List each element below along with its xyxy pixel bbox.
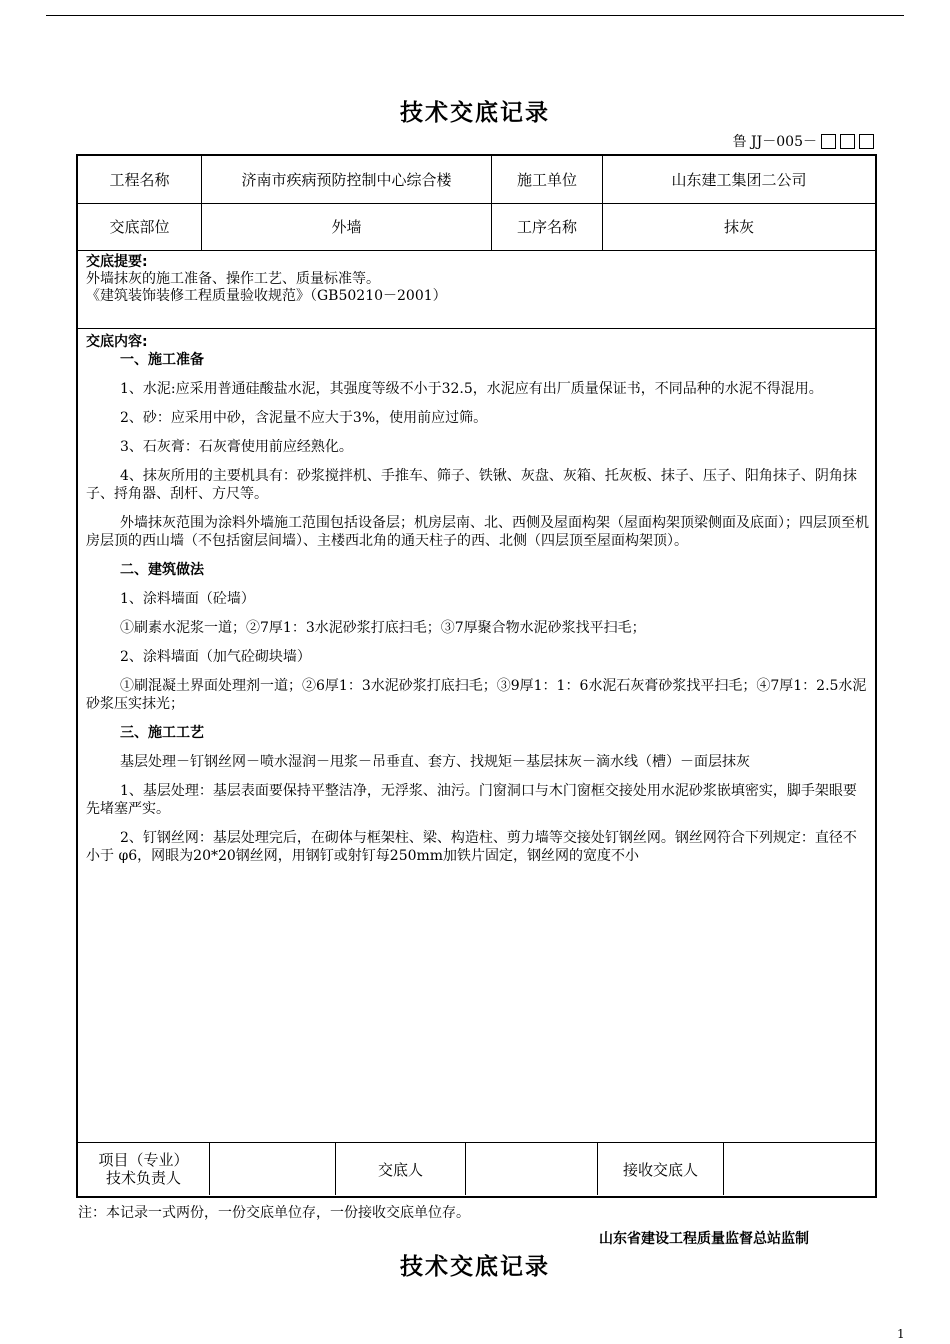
page-title: 技术交底记录: [400, 100, 550, 126]
code-box: [840, 134, 855, 149]
paragraph: 基层处理－钉钢丝网－喷水湿润－甩浆－吊垂直、套方、找规矩－基层抹灰－滴水线（槽）－面层抹灰: [120, 754, 750, 770]
header-row-1: [78, 156, 875, 204]
tech-lead-line: 项目（专业）: [98, 1151, 189, 1169]
content-label: 交底内容:: [86, 334, 148, 350]
receiver-label: 接收交底人: [598, 1143, 724, 1195]
contractor-value: 山东建工集团二公司: [671, 171, 807, 189]
paragraph: 2、砂：应采用中砂，含泥量不应大于3%，使用前应过筛。: [120, 410, 488, 426]
supervisor-text: 山东省建设工程质量监督总站监制: [599, 1231, 809, 1247]
footnote: 注：本记录一式两份，一份交底单位存，一份接收交底单位存。: [78, 1205, 470, 1221]
paragraph: 4、抹灰所用的主要机具有：砂浆搅拌机、手推车、筛子、铁锹、灰盘、灰箱、托灰板、抹子、压子、阳角抹子、阴角抹子、捋角器、刮杆、方尺等。: [86, 468, 857, 502]
location-value: 外墙: [202, 203, 492, 250]
paragraph: ①刷混凝土界面处理剂一道；②6厚1：3水泥砂浆打底扫毛；③9厚1：1：6水泥石灰膏砂浆找平扫毛；④7厚1：2.5水泥砂浆压实抹光；: [86, 678, 867, 712]
paragraph: 2、涂料墙面（加气砼砌块墙）: [120, 649, 311, 665]
tech-lead-line: 技术负责人: [105, 1169, 181, 1187]
contractor-label: 施工单位: [492, 156, 603, 203]
receiver-signature[interactable]: [724, 1143, 875, 1195]
project-name-label: 工程名称: [78, 156, 202, 203]
summary-line: 《建筑装饰装修工程质量验收规范》（GB50210－2001）: [86, 288, 447, 304]
page-number: 1: [897, 1327, 905, 1341]
tech-lead-signature[interactable]: [210, 1143, 336, 1195]
section-heading: 三、施工工艺: [120, 725, 204, 741]
process-value: 抹灰: [723, 218, 754, 236]
top-rule: [46, 15, 904, 16]
record-form: [76, 154, 877, 1198]
form-code: [733, 131, 874, 151]
code-box: [821, 134, 836, 149]
process-label: 工序名称: [492, 203, 603, 250]
paragraph: 1、水泥:应采用普通硅酸盐水泥，其强度等级不小于32.5，水泥应有出厂质量保证书，不同品种的水泥不得混用。: [120, 381, 823, 397]
header-row-2: [78, 203, 875, 251]
section-heading: 一、施工准备: [120, 352, 204, 368]
location-label: 交底部位: [78, 203, 202, 250]
tech-lead-label: [78, 1143, 210, 1195]
form-code-text: 鲁 JJ－005－: [732, 134, 817, 150]
summary-label: 交底提要:: [86, 254, 148, 270]
signature-row: [78, 1142, 875, 1195]
paragraph: 1、涂料墙面（砼墙）: [120, 591, 255, 607]
project-name-value: 济南市疾病预防控制中心综合楼: [202, 156, 492, 203]
page-title-repeat: 技术交底记录: [400, 1254, 550, 1280]
paragraph: 3、石灰膏：石灰膏使用前应经熟化。: [120, 439, 353, 455]
section-heading: 二、建筑做法: [120, 562, 204, 578]
paragraph: ①刷素水泥浆一道；②7厚1：3水泥砂浆打底扫毛；③7厚聚合物水泥砂浆找平扫毛；: [120, 620, 646, 636]
code-box: [859, 134, 874, 149]
paragraph: 1、基层处理：基层表面要保持平整洁净，无浮浆、油污。门窗洞口与木门窗框交接处用水泥砂浆嵌填密实，脚手架眼要先堵塞严实。: [86, 783, 857, 817]
paragraph: 外墙抹灰范围为涂料外墙施工范围包括设备层；机房层南、北、西侧及屋面构架（屋面构架顶梁侧面及底面）；四层顶至机房层顶的西山墙（不包括窗层间墙）、主楼西北角的通天柱子的西、北侧（四层顶至屋面构架顶）。: [86, 515, 869, 549]
content-section: [86, 333, 869, 865]
summary-section: [78, 250, 875, 329]
summary-line: 外墙抹灰的施工准备、操作工艺、质量标准等。: [86, 271, 380, 287]
briefer-label: 交底人: [336, 1143, 466, 1195]
briefer-signature[interactable]: [466, 1143, 598, 1195]
paragraph: 2、钉钢丝网：基层处理完后，在砌体与框架柱、梁、构造柱、剪力墙等交接处钉钢丝网。钢丝网符合下列规定：直径不小于 φ6，网眼为20*20钢丝网，用钢钉或射钉每250mm加铁片固定，钢丝网的宽度不小: [86, 830, 857, 864]
